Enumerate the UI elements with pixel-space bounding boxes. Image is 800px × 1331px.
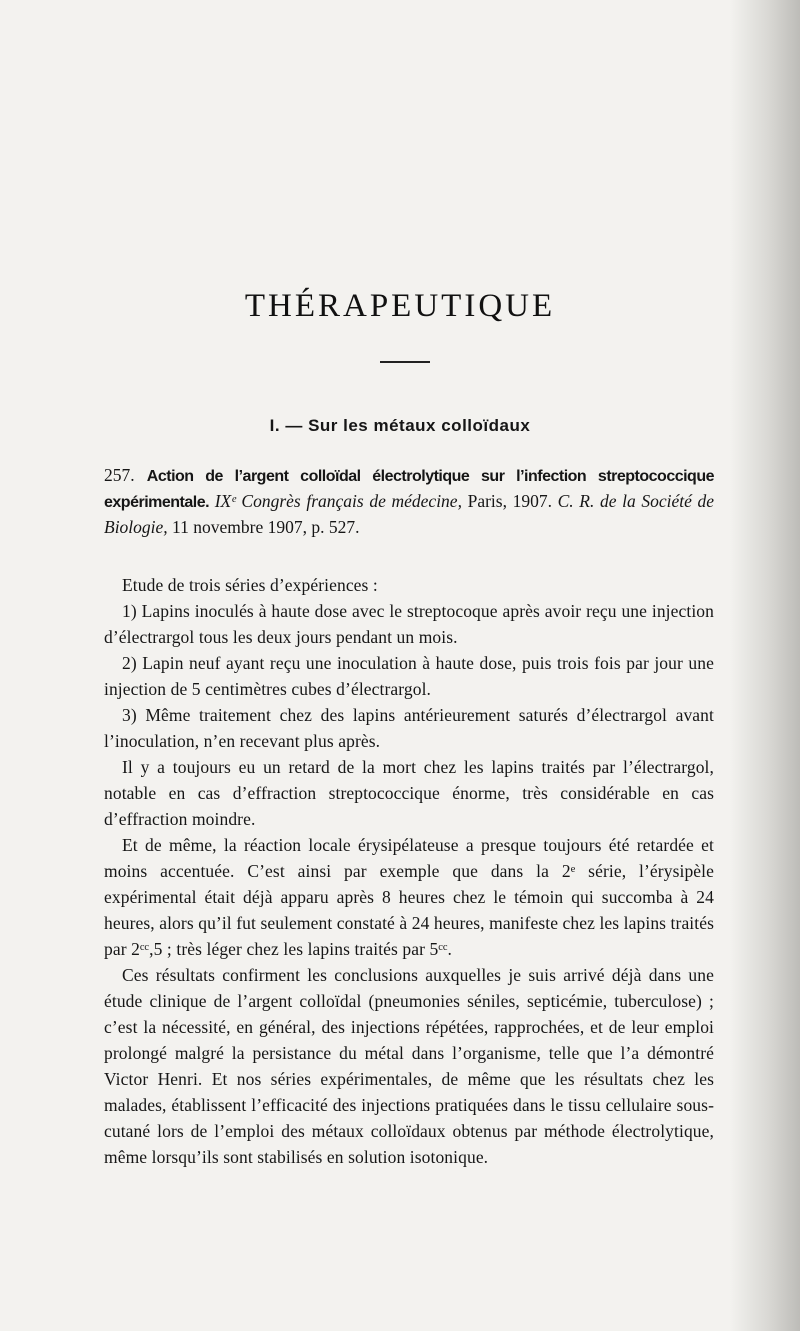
paragraph: Il y a toujours eu un retard de la mort chez les lapins traités par l’électrargol, notable en cas d’effraction streptococcique énorme, très considérable en cas d’effraction moindre. [104, 757, 714, 829]
page-edge-shadow [730, 0, 800, 1331]
paragraph: Etude de trois séries d’expériences : [122, 575, 378, 595]
section-heading: I. — Sur les métaux colloïdaux [269, 416, 531, 435]
entry-number: 257. [104, 465, 135, 485]
paragraph: 3) Même traitement chez des lapins antérieurement saturés d’électrargol avant l’inoculation, n’en recevant plus après. [104, 705, 714, 751]
paragraph: 2) Lapin neuf ayant reçu une inoculation à haute dose, puis trois fois par jour une injection de 5 centimètres cubes d’électrargol. [104, 653, 714, 699]
page-title: THÉRAPEUTIQUE [244, 288, 556, 324]
paragraph: 1) Lapins inoculés à haute dose avec le streptocoque après avoir reçu une injection d’électrargol tous les deux jours pendant un mois. [104, 601, 714, 647]
entry-source2-rest: 11 novembre 1907, p. 527. [172, 517, 360, 537]
bibliography-entry [104, 463, 714, 539]
entry-source2: C. R. de la Société de Biologie, [104, 491, 715, 537]
body-text [104, 572, 714, 1170]
entry-title: Action de l’argent colloïdal électrolytique sur l’infection streptococcique expérimentale. [104, 468, 715, 511]
entry-source: IXᵉ Congrès français de médecine, [214, 491, 462, 511]
title-divider [380, 361, 430, 363]
entry-source-rest: Paris, 1907. [467, 491, 552, 511]
paragraph: Ces résultats confirment les conclusions auxquelles je suis arrivé déjà dans une étude clinique de l’argent colloïdal (pneumonies séniles, septicémie, tuberculose) ; c’est la nécessité, en général, des injections répétées, rapprochées, et de leur emploi prolongé malgré la persistance du métal dans l’organisme, telle que l’a démontré Victor Henri. Et nos séries expérimentales, de même que les résultats chez les malades, établissent l’efficacité des injections pratiquées dans le tissu cellulaire sous-cutané lors de l’emploi des métaux colloïdaux obtenus par méthode électrolytique, même lorsqu’ils sont stabilisés en solution isotonique. [104, 965, 714, 1167]
paragraph: Et de même, la réaction locale érysipélateuse a presque toujours été retardée et moins accentuée. C’est ainsi par exemple que dans la 2ᵉ série, l’érysipèle expérimental était déjà apparu après 8 heures chez le témoin qui succomba à 24 heures, alors qu’il fut seulement constaté à 24 heures, manifeste chez les lapins traités par 2ᶜᶜ,5 ; très léger chez les lapins traités par 5ᶜᶜ. [104, 835, 715, 959]
